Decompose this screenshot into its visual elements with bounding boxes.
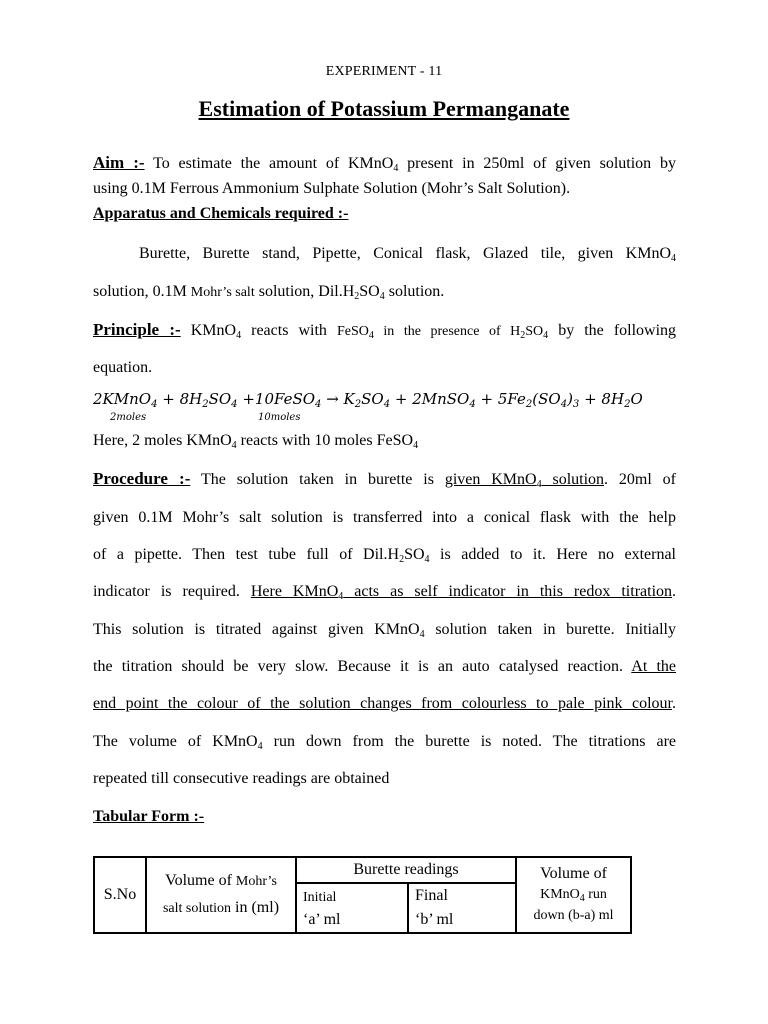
principle-label: Principle :- [93, 320, 181, 339]
reaction-arrow: → [326, 390, 339, 408]
aim-line-2: using 0.1M Ferrous Ammonium Sulphate Solution (Mohr’s Salt Solution). [93, 180, 571, 197]
procedure-line-7: end point the colour of the solution changes from colourless to pale pink colour. [93, 695, 676, 712]
procedure-line-1: Procedure :- The solution taken in burette is given KMnO$_4$ solution. 20ml of [93, 469, 676, 490]
page-title: Estimation of Potassium Permanganate [198, 96, 570, 121]
procedure-line-2: given 0.1M Mohr’s salt solution is transferred into a conical flask with the help [93, 509, 676, 526]
apparatus-heading: Apparatus and Chemicals required :- [93, 205, 349, 222]
procedure-line-5: This solution is titrated against given KMnO$_4$ solution taken in burette. Initially [93, 621, 676, 640]
chemical-equation: 2KMnO$_4$ + $8H_2SO_4$ +10FeSO$_4$ → $K_2SO_4$ + 2MnSO$_4$ + $5Fe_2(SO_4)_3 + 8H_2O$ [93, 390, 643, 410]
procedure-line-3: of a pipette. Then test tube full of $Dil.H_2SO_4$ is added to it. Here no external [93, 546, 676, 565]
moles-label-kmno4: 2moles [110, 412, 147, 423]
mole-ratio-line: Here, 2 moles KMnO$_4$ reacts with 10 moles FeSO$_4$ [93, 432, 419, 451]
table-header-row [94, 857, 631, 883]
aim-label: Aim :- [93, 153, 145, 172]
header-volume-kmno4: Volume of KMnO$_4$ run down (b-a) ml [516, 857, 631, 933]
moles-label-feso4: 10moles [258, 412, 301, 423]
procedure-line-6: the titration should be very slow. Because it is an auto catalysed reaction. At the [93, 658, 676, 675]
apparatus-line-1: Burette, Burette stand, Pipette, Conical flask, Glazed tile, given KMnO$_4$ [139, 245, 676, 264]
header-final: Final ‘b’ ml [408, 883, 516, 933]
header-volume-mohr: Volume of Mohr’s salt solution in (ml) [146, 857, 296, 933]
tabular-heading: Tabular Form :- [93, 808, 205, 825]
header-sno: S.No [94, 857, 146, 933]
principle-line-2: equation. [93, 359, 153, 376]
experiment-number: EXPERIMENT - 11 [325, 64, 443, 79]
procedure-label: Procedure :- [93, 469, 191, 488]
principle-line-1: Principle :- KMnO$_4$ reacts with FeSO$_4$ in the presence of $H_2SO_4$ by the following [93, 320, 677, 341]
aim-line-1: Aim :- To estimate the amount of KMnO$_4$ present in 250ml of given solution by [93, 153, 676, 174]
readings-table [93, 856, 632, 934]
header-burette-readings: Burette readings [296, 857, 516, 883]
header-initial: Initial ‘a’ ml [296, 883, 408, 933]
procedure-line-4: indicator is required. Here KMnO$_4$ acts as self indicator in this redox titration. [93, 583, 677, 602]
procedure-line-9: repeated till consecutive readings are obtained [93, 770, 390, 787]
apparatus-line-2: solution, 0.1M Mohr’s salt solution, $Dil.H_2SO_4$ solution. [93, 283, 445, 302]
procedure-line-8: The volume of KMnO$_4$ run down from the burette is noted. The titrations are [93, 733, 677, 752]
